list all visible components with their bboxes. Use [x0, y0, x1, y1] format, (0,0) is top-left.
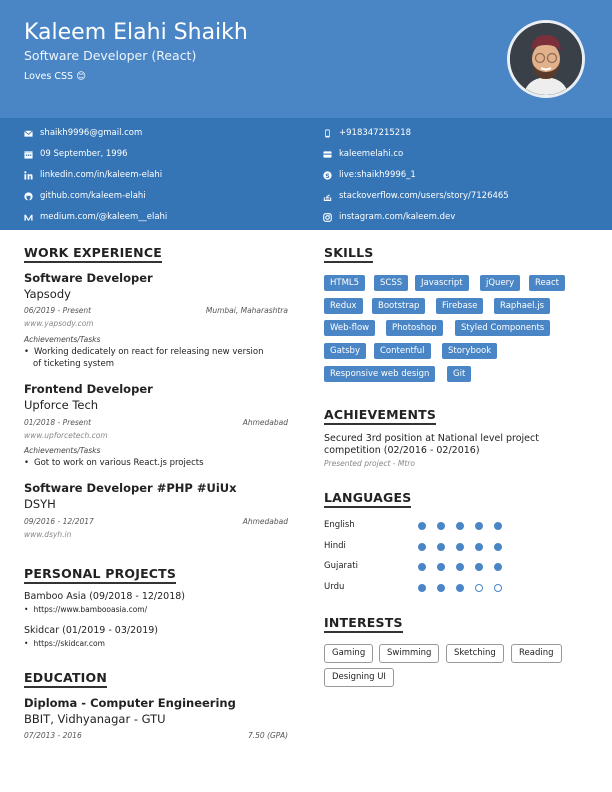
skill-tag: Bootstrap — [372, 298, 425, 314]
phone-icon — [323, 129, 332, 138]
header — [0, 0, 612, 118]
skill-tag: Photoshop — [386, 320, 443, 336]
skills-heading: SKILLS — [324, 245, 373, 263]
rating-dot-filled — [437, 563, 445, 571]
contact-website[interactable]: kaleemelahi.co — [323, 147, 403, 161]
rating-dot-filled — [456, 584, 464, 592]
rating-dot-filled — [494, 543, 502, 551]
job-company: Yapsody — [24, 287, 71, 301]
skill-tag: Git — [447, 366, 471, 382]
language-name: Hindi — [324, 540, 346, 551]
skill-tag: Javascript — [415, 275, 469, 291]
interest-tag: Designing UI — [324, 668, 394, 687]
interest-tag: Swimming — [379, 644, 439, 663]
calendar-icon — [24, 150, 33, 159]
task-item: • Got to work on various React.js projects — [24, 458, 204, 468]
rating-dot-filled — [437, 522, 445, 530]
project-name: Bamboo Asia (09/2018 - 12/2018) — [24, 591, 186, 602]
email-icon — [24, 129, 33, 138]
skill-tag: React — [529, 275, 565, 291]
skill-tag: Contentful — [374, 343, 431, 359]
interest-tag: Sketching — [446, 644, 504, 663]
rating-dot-filled — [437, 543, 445, 551]
job-location: Ahmedabad — [242, 517, 288, 526]
rating-dot-empty — [475, 584, 483, 592]
skill-tag: Responsive web design — [324, 366, 435, 382]
rating-dot-filled — [418, 584, 426, 592]
job-company: Upforce Tech — [24, 398, 99, 412]
language-name: Gujarati — [324, 561, 358, 572]
achievement-text: Secured 3rd position at National level project — [324, 433, 539, 444]
globe-icon — [323, 150, 332, 159]
contact-instagram[interactable]: instagram.com/kaleem.dev — [323, 210, 455, 224]
achievements-heading: ACHIEVEMENTS — [324, 407, 436, 425]
job-dates: 09/2016 - 12/2017 — [24, 517, 94, 526]
contact-email[interactable]: shaikh9996@gmail.com — [24, 126, 142, 140]
linkedin-icon — [24, 171, 33, 180]
job-title: Frontend Developer — [24, 382, 153, 396]
tasks-label: Achievements/Tasks — [24, 335, 101, 344]
rating-dot-empty — [494, 584, 502, 592]
work-experience-heading: WORK EXPERIENCE — [24, 245, 162, 263]
job-dates: 06/2019 - Present — [24, 306, 92, 315]
rating-dot-filled — [418, 543, 426, 551]
personal-projects-heading: PERSONAL PROJECTS — [24, 566, 176, 584]
job-website[interactable]: www.yapsody.com — [24, 319, 94, 328]
candidate-title: Software Developer (React) — [24, 48, 197, 63]
job-title: Software Developer — [24, 271, 153, 285]
rating-dot-filled — [418, 563, 426, 571]
svg-text:S: S — [325, 172, 330, 180]
job-location: Mumbai, Maharashtra — [205, 306, 288, 315]
tagline: Loves CSS 😊 — [24, 71, 86, 82]
rating-dot-filled — [475, 563, 483, 571]
skill-tag: Raphael.js — [494, 298, 550, 314]
education-heading: EDUCATION — [24, 670, 107, 688]
language-name: Urdu — [324, 582, 345, 593]
tasks-label: Achievements/Tasks — [24, 446, 101, 455]
contact-medium[interactable]: medium.com/@kaleem__elahi — [24, 210, 167, 224]
project-link[interactable]: • https://www.bambooasia.com/ — [24, 605, 147, 614]
medium-icon — [24, 213, 33, 222]
interest-tag: Reading — [511, 644, 562, 663]
job-company: DSYH — [24, 497, 56, 511]
avatar — [507, 20, 585, 98]
rating-dot-filled — [494, 522, 502, 530]
skype-icon — [323, 171, 332, 180]
interests-heading: INTERESTS — [324, 615, 403, 633]
contact-phone[interactable]: +918347215218 — [323, 126, 411, 140]
job-dates: 01/2018 - Present — [24, 418, 92, 427]
rating-dot-filled — [456, 543, 464, 551]
achievement-text-continued: competition (02/2016 - 02/2016) — [324, 445, 480, 456]
contact-github[interactable]: github.com/kaleem-elahi — [24, 189, 146, 203]
rating-dot-filled — [475, 522, 483, 530]
job-website[interactable]: www.upforcetech.com — [24, 431, 108, 440]
language-name: English — [324, 520, 355, 530]
education-dates: 07/2013 - 2016 — [24, 731, 82, 740]
skill-tag: HTML5 — [324, 275, 365, 291]
instagram-icon — [323, 213, 332, 222]
languages-heading: LANGUAGES — [324, 490, 411, 508]
contact-skype[interactable]: S live:shaikh9996_1 — [323, 168, 416, 182]
project-name: Skidcar (01/2019 - 03/2019) — [24, 625, 158, 636]
rating-dot-filled — [494, 563, 502, 571]
contact-linkedin[interactable]: linkedin.com/in/kaleem-elahi — [24, 168, 162, 182]
achievement-note: Presented project - Mtro — [324, 459, 415, 468]
school: BBIT, Vidhyanagar - GTU — [24, 712, 166, 726]
skill-tag: Storybook — [442, 343, 497, 359]
rating-dot-filled — [437, 584, 445, 592]
skill-tag: Gatsby — [324, 343, 366, 359]
education-grade: 7.50 (GPA) — [247, 731, 288, 740]
rating-dot-filled — [456, 563, 464, 571]
job-location: Ahmedabad — [242, 418, 288, 427]
rating-dot-filled — [456, 522, 464, 530]
skill-tag: SCSS — [374, 275, 408, 291]
interest-tag: Gaming — [324, 644, 373, 663]
skill-tag: Redux — [324, 298, 363, 314]
rating-dot-filled — [475, 543, 483, 551]
job-title: Software Developer #PHP #UiUx — [24, 481, 237, 495]
skill-tag: Styled Components — [455, 320, 550, 336]
task-item: • Working dedicately on react for releasing new version — [24, 347, 263, 357]
skill-tag: Web-flow — [324, 320, 375, 336]
rating-dot-filled — [418, 522, 426, 530]
stackoverflow-icon — [323, 192, 332, 201]
contact-bar — [0, 118, 612, 230]
contact-birthday: 09 September, 1996 — [24, 147, 128, 161]
skill-tag: jQuery — [480, 275, 520, 291]
project-link[interactable]: • https://skidcar.com — [24, 639, 105, 648]
job-website[interactable]: www.dsyh.in — [24, 530, 72, 539]
skill-tag: Firebase — [436, 298, 483, 314]
candidate-name: Kaleem Elahi Shaikh — [24, 20, 248, 45]
degree: Diploma - Computer Engineering — [24, 696, 236, 710]
github-icon — [24, 192, 33, 201]
contact-stackoverflow[interactable]: stackoverflow.com/users/story/7126465 — [323, 189, 509, 203]
task-item-continued: of ticketing system — [33, 359, 115, 369]
